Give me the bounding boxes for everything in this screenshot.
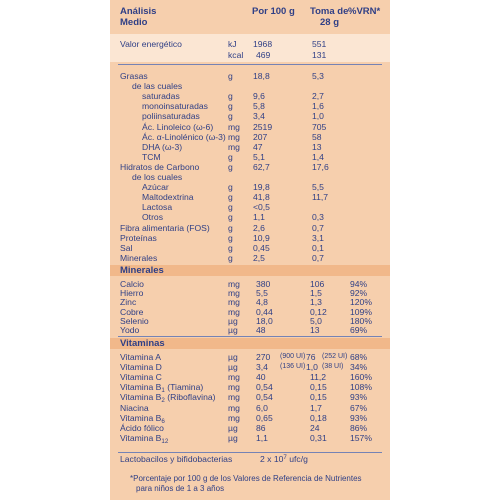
mineral-unit: mg [228,288,240,299]
nutrient-name: Proteínas [120,232,157,243]
nutrient-name: Otros [142,212,164,223]
vitamin-vrn: 160% [350,372,372,383]
minerals-title: Minerales [120,265,164,276]
nutrient-per100: 0,45 [253,242,270,253]
vitamin-unit: µg [228,362,238,373]
nutrient-unit: g [228,111,233,122]
nutrient-row [110,123,390,133]
nutrient-unit: g [228,91,233,102]
vitamin-per100: 1,1 [256,432,268,443]
vitamin-dose: 0,18 [310,412,327,423]
nutrient-row [110,224,390,234]
vitamin-unit: mg [228,402,240,413]
nutrient-name: poliinsaturadas [142,111,200,122]
vitamin-dose: 24 [310,422,320,433]
nutrient-dose: 0,7 [312,222,324,233]
nutrient-dose: 13 [312,141,322,152]
nutrient-name: Hidratos de Carbono [120,161,200,172]
divider [118,64,382,65]
header-vrn: %VRN* [348,6,381,17]
nutrient-dose: 1,4 [312,151,324,162]
vitamin-dose: 11,2 [310,372,327,383]
vitamin-name: Vitamina D [120,362,162,373]
vitamin-dose: 0,15 [310,382,327,393]
nutrient-unit: g [228,232,233,243]
nutrient-row [110,254,390,264]
nutrient-per100: 2519 [253,121,273,132]
vitamin-unit: µg [228,422,238,433]
nutrient-row [110,112,390,122]
footnote [130,474,380,493]
mineral-vrn: 69% [350,325,368,335]
nutrient-per100: 18,8 [253,71,270,81]
vitamin-per100: 0,54 [256,392,273,403]
nutrient-unit: g [228,161,233,172]
mineral-per100: 4,8 [256,297,268,308]
energy-dose: 131 [312,50,327,60]
nutrient-unit: g [228,101,233,112]
nutrient-row [110,234,390,244]
nutrient-unit: g [228,212,233,223]
mineral-per100: 5,5 [256,288,268,299]
probiotics-value: 2 x $10^7$ ufc/g [260,454,308,464]
header-name: Análisis [120,6,157,17]
vitamin-dose: 1,0 [306,362,318,373]
mineral-unit: mg [228,306,240,317]
header-dose-2: 28 g [320,17,340,28]
mineral-vrn: 94% [350,279,368,289]
nutrient-dose: 11,7 [312,192,329,203]
mineral-unit: µg [228,325,238,335]
vitamin-vrn: 68% [350,352,368,362]
vitamin-per100: 0,54 [256,382,273,393]
vitamin-dose-ui: (252 UI) [322,353,348,360]
vitamin-vrn: 108% [350,382,372,393]
nutrient-name: de los cuales [132,172,183,182]
mineral-dose: 1,3 [310,297,322,308]
header-dose: Toma de [310,6,349,17]
vitamins-title: Vitaminas [120,338,165,349]
vitamin-per100-ui: (136 UI) [280,363,306,371]
nutrient-per100: <0,5 [253,202,270,213]
vitamin-dose-ui: (38 UI) [322,363,344,371]
nutrient-per100: 207 [253,131,268,142]
energy-per100: 469 [256,50,271,60]
nutrient-name: Sal [120,242,133,253]
mineral-name: Yodo [120,325,140,335]
nutrient-dose: 2,7 [312,91,324,102]
footnote-line-2: para niños de 1 a 3 años [136,483,225,493]
nutrient-unit: g [228,182,233,193]
nutrient-name: Azúcar [142,182,169,193]
nutrient-unit: mg [228,131,240,142]
vitamin-vrn: 86% [350,422,368,433]
nutrient-name: Ác. Linoleico (ω-6) [142,121,214,132]
mineral-name: Calcio [120,279,144,289]
energy-name: Valor energético [120,39,182,49]
vitamin-unit: mg [228,372,240,383]
vitamin-dose: 0,31 [310,432,327,443]
energy-row [110,40,390,50]
vitamin-dose: 76 [306,352,316,362]
nutrient-dose: 17,6 [312,161,329,172]
nutrient-per100: 2,5 [253,252,265,263]
mineral-dose: 13 [310,325,320,335]
energy-row-kcal [110,51,390,61]
nutrient-per100: 41,8 [253,192,270,203]
energy-dose: 551 [312,39,327,49]
vitamin-per100: 3,4 [256,362,268,373]
header-row [110,7,390,17]
vitamin-name: Vitamina A [120,352,161,362]
mineral-dose: 1,5 [310,288,322,299]
mineral-name: Zinc [120,297,137,308]
vitamin-unit: µg [228,352,238,362]
nutrient-unit: g [228,222,233,233]
mineral-per100: 18,0 [256,315,273,326]
probiotics-row [110,455,390,465]
mineral-dose: 5,0 [310,315,322,326]
vitamin-vrn: 67% [350,402,368,413]
nutrient-dose: 58 [312,131,322,142]
nutrient-per100: 2,6 [253,222,265,233]
header-name-2: Medio [120,17,148,28]
mineral-vrn: 120% [350,297,372,308]
vitamin-per100: 40 [256,372,266,383]
nutrient-name: Maltodextrina [142,192,194,203]
header-row-2 [110,18,390,28]
footnote-line-1: *Porcentaje por 100 g de los Valores de Referencia de Nutrientes [130,474,362,483]
vitamin-vrn: 157% [350,432,372,443]
nutrient-dose: 3,1 [312,232,324,243]
vitamin-name: Vitamina C [120,372,162,383]
vitamin-name: Vitamina $B_1$ (Tiamina) [120,382,204,395]
vitamin-unit: mg [228,412,240,423]
nutrient-per100: 5,8 [253,101,265,112]
nutrient-name: Minerales [120,252,158,263]
vitamin-name: Vitamina $B_6$ [120,412,165,425]
vitamin-name: Ácido fólico [120,422,164,433]
nutrient-dose: 0,1 [312,242,324,253]
vitamin-vrn: 93% [350,412,368,423]
mineral-per100: 0,44 [256,306,273,317]
mineral-vrn: 109% [350,306,372,317]
vitamin-name: Niacina [120,402,149,413]
vitamin-row [110,434,390,444]
nutrient-unit: g [228,202,233,213]
vitamin-unit: µg [228,432,238,443]
mineral-dose: 0,12 [310,306,327,317]
vitamin-per100: 270 [256,352,271,362]
mineral-row [110,326,390,336]
vitamin-unit: mg [228,382,240,393]
nutrient-per100: 9,6 [253,91,265,102]
mineral-unit: mg [228,297,240,308]
vitamin-vrn: 34% [350,362,368,373]
nutrient-row [110,213,390,223]
nutrient-per100: 62,7 [253,161,270,172]
energy-unit: kcal [228,50,244,60]
minerals-header [110,266,390,276]
energy-per100: 1968 [253,39,273,49]
vitamin-per100-ui: (900 UI) [280,353,306,360]
mineral-unit: µg [228,315,238,326]
divider [118,452,382,453]
probiotics-name: Lactobacilos y bifidobacterias [120,454,233,464]
nutrient-unit: mg [228,121,240,132]
nutrient-per100: 10,9 [253,232,270,243]
nutrient-dose: 0,3 [312,212,324,223]
nutrient-unit: g [228,192,233,203]
vitamin-dose: 0,15 [310,392,327,403]
nutrient-name: Grasas [120,71,148,81]
vitamin-row [110,393,390,403]
vitamin-unit: mg [228,392,240,403]
vitamin-per100: 6,0 [256,402,268,413]
nutrient-dose: 0,7 [312,252,324,263]
nutrition-label [110,0,390,500]
nutrient-dose: 5,5 [312,182,324,193]
nutrient-name: de las cuales [132,81,183,92]
nutrient-name: Ác. α-Linolénico (ω-3) [142,131,226,142]
nutrient-dose: 1,6 [312,101,324,112]
nutrient-unit: g [228,252,233,263]
mineral-dose: 106 [310,279,325,289]
mineral-per100: 48 [256,325,266,335]
nutrient-per100: 47 [253,141,263,152]
vitamin-name: Vitamina $B_{12}$ [120,432,169,445]
nutrient-per100: 5,1 [253,151,265,162]
vitamin-name: Vitamina $B_2$ (Riboflavina) [120,392,216,405]
nutrient-unit: g [228,71,233,81]
vitamin-dose: 1,7 [310,402,322,413]
nutrient-dose: 1,0 [312,111,324,122]
nutrient-name: Fibra alimentaria (FOS) [120,222,210,233]
divider [118,336,382,337]
mineral-vrn: 180% [350,315,372,326]
nutrient-name: DHA (ω-3) [142,141,183,152]
nutrient-dose: 705 [312,121,327,132]
vitamin-per100: 0,65 [256,412,273,423]
header-per100: Por 100 g [252,6,295,17]
nutrient-per100: 19,8 [253,182,270,193]
mineral-vrn: 92% [350,288,368,299]
mineral-unit: mg [228,279,240,289]
energy-unit: kJ [228,39,237,49]
nutrient-per100: 1,1 [253,212,265,223]
mineral-name: Cobre [120,306,144,317]
vitamin-per100: 86 [256,422,266,433]
vitamin-vrn: 93% [350,392,368,403]
nutrient-unit: g [228,242,233,253]
vitamins-header [110,339,390,349]
nutrient-unit: mg [228,141,240,152]
nutrient-name: TCM [142,151,161,162]
nutrient-per100: 3,4 [253,111,265,122]
nutrient-name: monoinsaturadas [142,101,208,112]
mineral-per100: 380 [256,279,271,289]
mineral-name: Selenio [120,315,149,326]
nutrient-name: Lactosa [142,202,173,213]
nutrient-unit: g [228,151,233,162]
mineral-name: Hierro [120,288,144,299]
nutrient-name: saturadas [142,91,180,102]
nutrient-dose: 5,3 [312,71,324,81]
